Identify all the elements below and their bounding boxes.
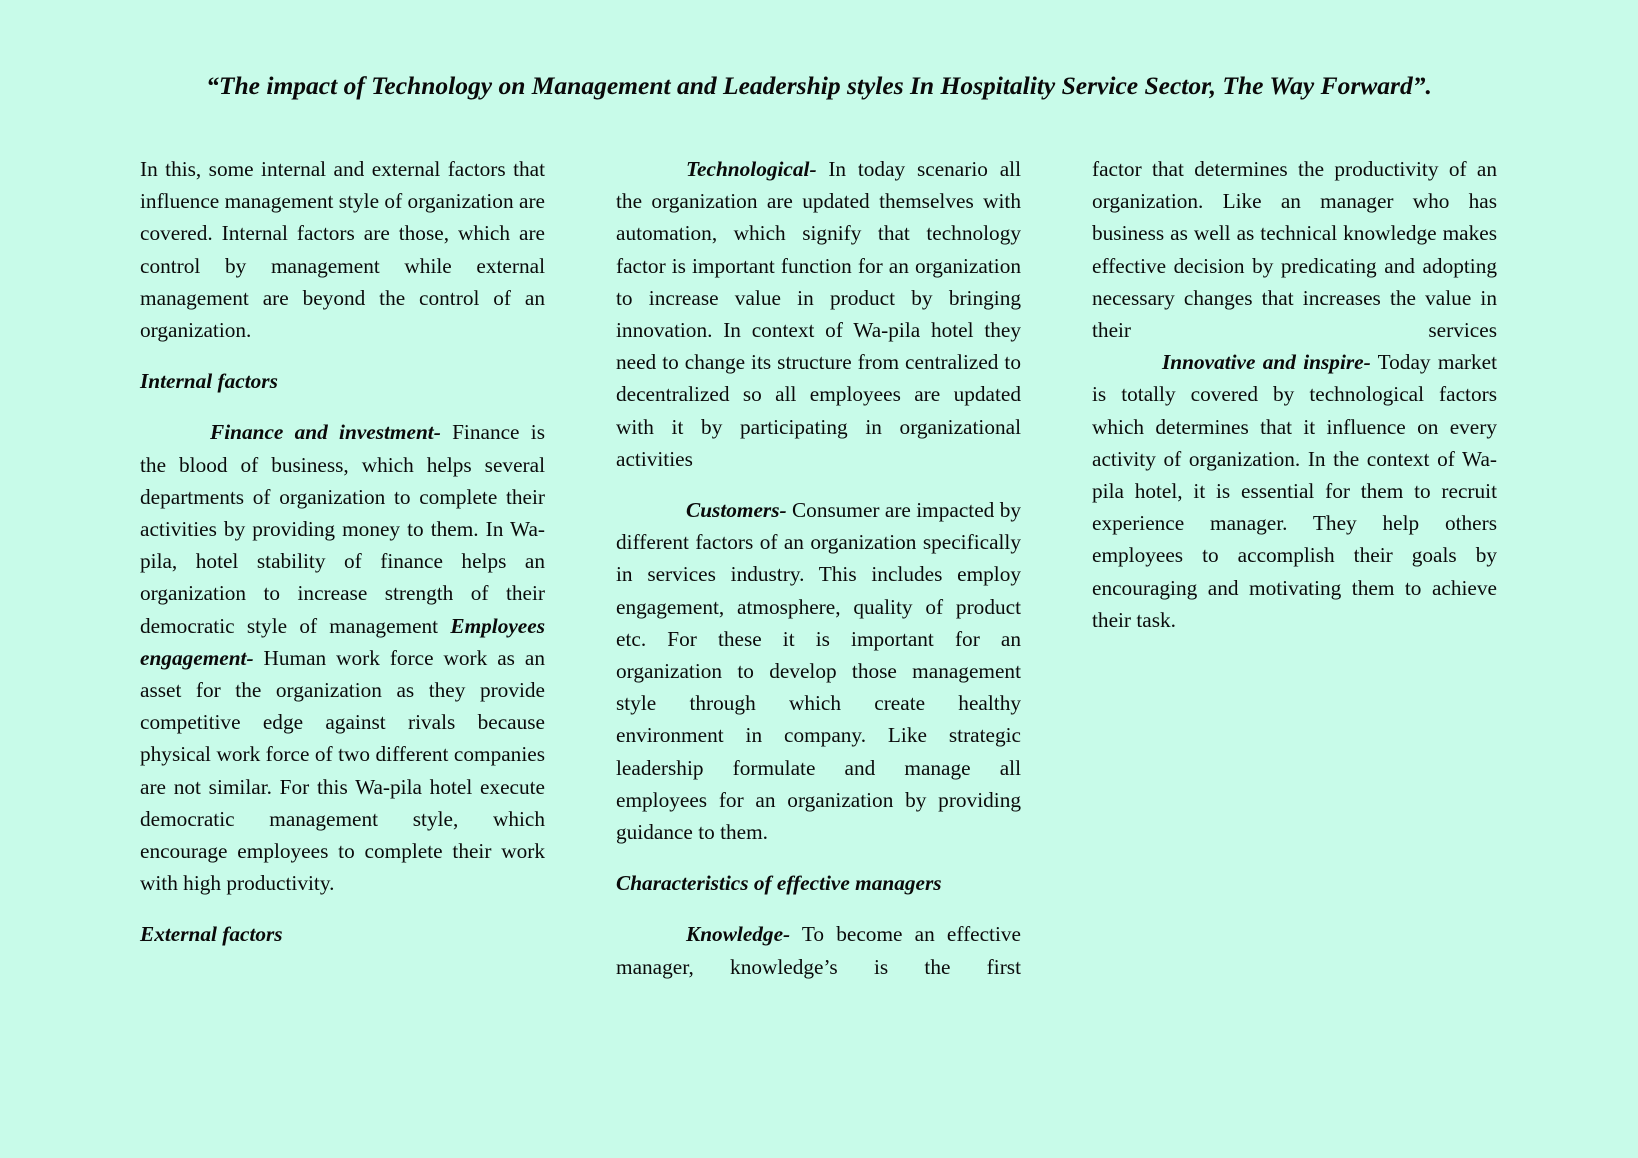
- external-factors-heading: External factors: [140, 922, 283, 947]
- customers-term: Customers-: [686, 498, 787, 523]
- finance-paragraph: [140, 416, 545, 899]
- knowledge-paragraph: [616, 918, 1021, 982]
- innovative-text: Today market is totally covered by technological factors which determines that it influence on every activity of organization. In the context of Wa-pila hotel, it is essential for them to recruit experience manager. They help others employees to accomplish their goals by encouraging and motivating them to achieve their task.: [1092, 350, 1498, 632]
- knowledge-text: To become an effective manager, knowledge’s is the first: [616, 922, 1021, 979]
- column-3: [1092, 153, 1497, 655]
- document-title: “The impact of Technology on Management and Leadership styles In Hospitality Service Sector, The Way Forward”.: [206, 71, 1432, 100]
- customers-paragraph: [616, 494, 1021, 848]
- knowledge-term: Knowledge-: [686, 922, 791, 947]
- technological-term: Technological-: [686, 157, 817, 181]
- technological-paragraph: [616, 153, 1021, 475]
- technological-text: In today scenario all the organization are updated themselves with automation, which signify that technology factor is important function for an organization to increase value in product by bringing innovation. In context of Wa-pila hotel they need to change its structure from centralized to decentralized so all employees are updated with it by participating in organizational activities: [616, 157, 1021, 471]
- knowledge-continuation: factor that determines the productivity of an organization. Like an manager who has business as well as technical knowledge makes effective decision by predicating and adopting necessary changes that increases the value in their services: [1092, 157, 1497, 343]
- intro-paragraph: In this, some internal and external factors that influence management style of organization are covered. Internal factors are those, which are control by management while external management are beyond the control of an organization.: [140, 157, 545, 343]
- column-1: [140, 153, 545, 970]
- innovative-paragraph: [1092, 346, 1497, 636]
- finance-text: Finance is the blood of business, which helps several departments of organization to complete their activities by providing money to them. In Wa-pila, hotel stability of finance helps an organization to increase strength of their democratic style of management: [140, 420, 545, 638]
- column-2: [616, 153, 1021, 1002]
- employees-text: Human work force work as an asset for the organization as they provide competitive edge against rivals because physical work force of two different companies are not similar. For this Wa-pila hotel execute democratic management style, which encourage employees to complete their work with high productivity.: [140, 645, 545, 896]
- customers-text: Consumer are impacted by different factors of an organization specifically in services industry. This includes employ engagement, atmosphere, quality of product etc. For these it is important for an organization to develop those management style through which create healthy environment in company. Like strategic leadership formulate and manage all employees for an organization by providing guidance to them.: [616, 498, 1021, 845]
- internal-factors-heading: Internal factors: [140, 369, 278, 394]
- characteristics-heading: Characteristics of effective managers: [616, 871, 942, 896]
- finance-term: Finance and investment-: [210, 420, 441, 445]
- innovative-term: Innovative and inspire-: [1162, 350, 1371, 375]
- employees-term: Employees engagement-: [140, 613, 545, 670]
